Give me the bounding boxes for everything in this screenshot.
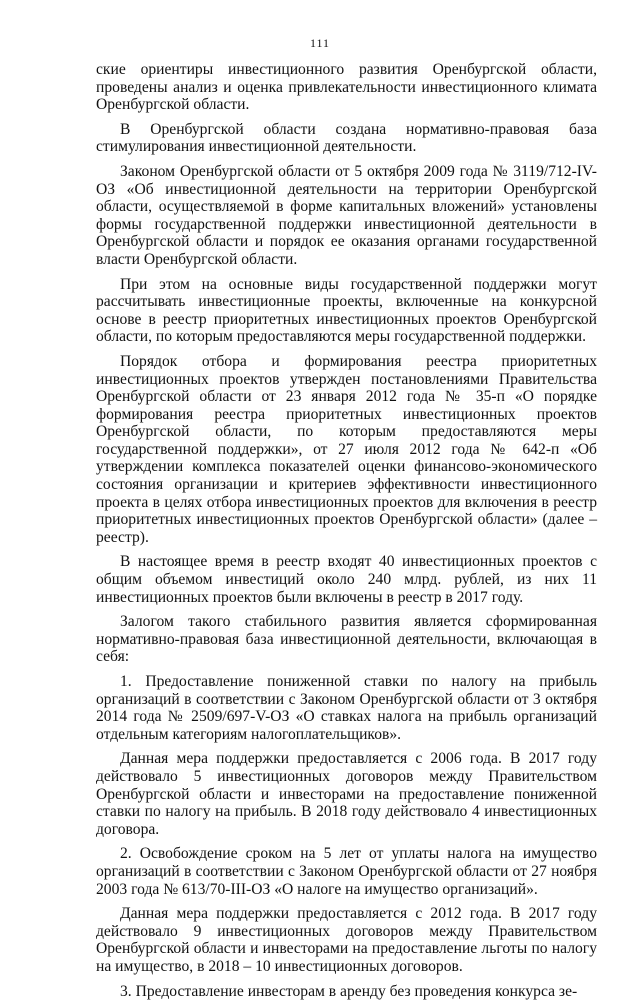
paragraph: 2. Освобождение сроком на 5 лет от уплаты налога на имущество организаций в соответствии с Законом Оренбургской области от 27 ноября 2003 года № 613/70-III-ОЗ «О налоге на имущество организаций». bbox=[96, 845, 597, 898]
paragraph: В настоящее время в реестр входят 40 инвестиционных проектов с общим объемом инвестиций около 240 млрд. рублей, из них 11 инвестиционных проектов были включены в реестр в 2017 году. bbox=[96, 553, 597, 606]
document-body bbox=[96, 61, 597, 1007]
page-number: 111 bbox=[309, 36, 331, 50]
paragraph: При этом на основные виды государственной поддержки могут рассчитывать инвестиционные проекты, включенные на конкурсной основе в реестр приоритетных инвестиционных проектов Оренбургской области, по которым предоставляются меры государственной поддержки. bbox=[96, 275, 597, 346]
paragraph: 1. Предоставление пониженной ставки по налогу на прибыль организаций в соответствии с Законом Оренбургской области от 3 октября 2014 года № 2509/697-V-ОЗ «О ставках налога на прибыль организаций отдельным категориям налогоплательщиков». bbox=[96, 673, 597, 743]
paragraph: В Оренбургской области создана нормативно-правовая база стимулирования инвестиционной деятельности. bbox=[96, 120, 597, 156]
paragraph: Порядок отбора и формирования реестра приоритетных инвестиционных проектов утвержден постановлениями Правительства Оренбургской области от 23 января 2012 года № 35-п «О порядке формирования реестра приоритетных инвестиционных проектов Оренбургской области, по которым предоставляются меры государственной поддержки», от 27 июля 2012 года № 642-п «Об утверждении комплекса показателей оценки финансово-экономического состояния организации и критериев эффективности инвестиционного проекта в целях отбора инвестиционных проектов для включения в реестр приоритетных инвестиционных проектов Оренбургской области» (далее – реестр). bbox=[96, 352, 597, 546]
paragraph: 3. Предоставление инвесторам в аренду без проведения конкурса зе- bbox=[120, 982, 578, 1000]
paragraph: Залогом такого стабильного развития является сформированная нормативно-правовая база инвестиционной деятельности, включающая в себя: bbox=[96, 613, 597, 666]
paragraph: ские ориентиры инвестиционного развития Оренбургской области, проведены анализ и оценка привлекательности инвестиционного климата Оренбургской области. bbox=[96, 61, 597, 114]
paragraph: Данная мера поддержки предоставляется с 2006 года. В 2017 году действовало 5 инвестиционных договоров между Правительством Оренбургской области и инвесторами на предоставление пониженной ставки по налогу на прибыль. В 2018 году действовало 4 инвестиционных договора. bbox=[96, 750, 597, 838]
paragraph: Данная мера поддержки предоставляется с 2012 года. В 2017 году действовало 9 инвестиционных договоров между Правительством Оренбургской области и инвесторами на предоставление льготы по налогу на имущество, в 2018 – 10 инвестиционных договоров. bbox=[96, 905, 597, 975]
paragraph: Законом Оренбургской области от 5 октября 2009 года № 3119/712-IV-ОЗ «Об инвестиционной деятельности на территории Оренбургской области, осуществляемой в форме капитальных вложений» установлены формы государственной поддержки инвестиционной деятельности в Оренбургской области и порядок ее оказания органами государственной власти Оренбургской области. bbox=[96, 162, 597, 268]
